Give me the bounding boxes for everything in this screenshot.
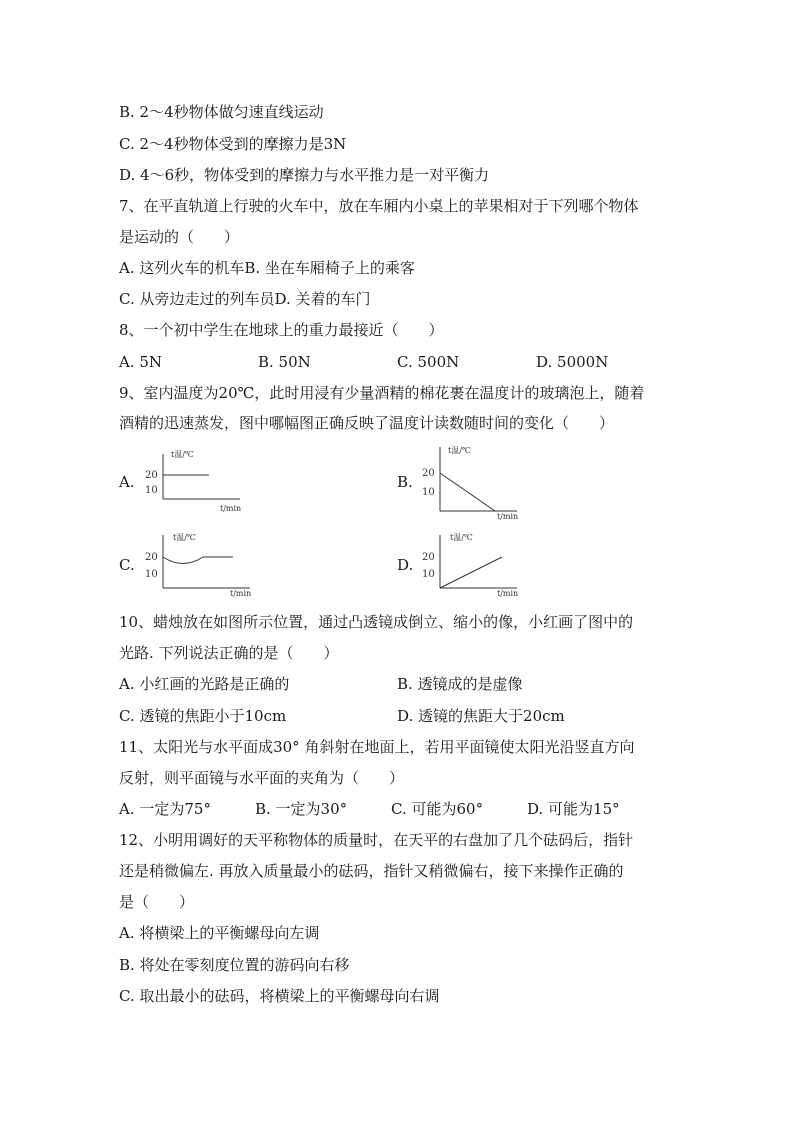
option-8d: D. 5000N	[536, 353, 609, 371]
graph-c-label: C.	[119, 556, 135, 574]
question-9-stem-line2: 酒精的迅速蒸发，图中哪幅图正确反映了温度计读数随时间的变化（ ）	[119, 414, 615, 432]
option-7ab: A. 这列火车的机车B. 坐在车厢椅子上的乘客	[119, 259, 415, 277]
option-11c: C. 可能为60°	[391, 800, 484, 818]
graph-b-curve	[440, 473, 495, 511]
question-12-stem-line1: 12、小明用调好的天平称物体的质量时，在天平的右盘加了几个砝码后，指针	[119, 831, 634, 849]
graph-b-label: B.	[397, 473, 413, 491]
graph-b-tick-10: 10	[422, 487, 435, 498]
graph-a-x-label: t/min	[220, 504, 242, 513]
option-6b: B. 2～4秒物体做匀速直线运动	[119, 103, 324, 121]
option-12c: C. 取出最小的砝码，将横梁上的平衡螺母向右调	[119, 987, 440, 1005]
graph-a-y-label: t温/℃	[171, 450, 194, 459]
option-10b: B. 透镜成的是虚像	[397, 675, 523, 693]
question-7-stem-line1: 7、在平直轨道上行驶的火车中，放在车厢内小桌上的苹果相对于下列哪个物体	[119, 197, 639, 215]
option-10d: D. 透镜的焦距大于20cm	[397, 707, 565, 725]
graph-c-tick-10: 10	[145, 569, 158, 580]
option-11a: A. 一定为75°	[119, 800, 211, 818]
graph-d-tick-20: 20	[422, 552, 435, 563]
graph-a-tick-20: 20	[145, 470, 158, 481]
graph-d-y-label: t温/℃	[450, 533, 473, 542]
option-12b: B. 将处在零刻度位置的游码向右移	[119, 956, 350, 974]
option-12a: A. 将横梁上的平衡螺母向左调	[119, 924, 320, 942]
question-7-stem-line2: 是运动的（ ）	[119, 228, 240, 246]
question-11-stem-line1: 11、太阳光与水平面成30° 角斜射在地面上，若用平面镜使太阳光沿竖直方向	[119, 738, 635, 756]
graph-d-curve	[440, 557, 502, 588]
question-11-stem-line2: 反射，则平面镜与水平面的夹角为（ ）	[119, 769, 405, 787]
graph-c-curve	[163, 557, 233, 564]
graph-d-x-label: t/min	[497, 589, 519, 598]
question-10-stem-line2: 光路. 下列说法正确的是（ ）	[119, 644, 339, 662]
option-6d: D. 4～6秒，物体受到的摩擦力与水平推力是一对平衡力	[119, 166, 490, 184]
option-11b: B. 一定为30°	[255, 800, 348, 818]
graph-b-tick-20: 20	[422, 468, 435, 479]
option-10a: A. 小红画的光路是正确的	[119, 675, 290, 693]
option-11d: D. 可能为15°	[527, 800, 620, 818]
question-12-stem-line2: 还是稍微偏左. 再放入质量最小的砝码，指针又稍微偏右，接下来操作正确的	[119, 862, 624, 880]
graph-c-tick-20: 20	[145, 552, 158, 563]
option-8b: B. 50N	[258, 353, 311, 371]
question-8-stem: 8、一个初中学生在地球上的重力最接近（ ）	[119, 321, 444, 339]
graph-d-label: D.	[397, 556, 414, 574]
option-10c: C. 透镜的焦距小于10cm	[119, 707, 287, 725]
graph-c-y-label: t温/℃	[173, 533, 196, 542]
option-6c: C. 2～4秒物体受到的摩擦力是3N	[119, 135, 347, 153]
option-8a: A. 5N	[119, 353, 163, 371]
graph-a-tick-10: 10	[145, 485, 158, 496]
graph-b-x-label: t/min	[497, 512, 519, 521]
option-7cd: C. 从旁边走过的列车员D. 关着的车门	[119, 290, 371, 308]
graph-a	[140, 449, 270, 519]
graph-c-x-label: t/min	[230, 589, 252, 598]
option-8c: C. 500N	[397, 353, 460, 371]
graph-d-tick-10: 10	[422, 569, 435, 580]
question-10-stem-line1: 10、蜡烛放在如图所示位置，通过凸透镜成倒立、缩小的像，小红画了图中的	[119, 613, 634, 631]
graph-d	[417, 530, 547, 605]
graph-c	[140, 530, 270, 605]
question-9-stem-line1: 9、室内温度为20℃，此时用浸有少量酒精的棉花裹在温度计的玻璃泡上，随着	[119, 384, 645, 402]
graph-a-label: A.	[119, 473, 135, 491]
question-12-stem-line3: 是（ ）	[119, 893, 195, 911]
graph-b-y-label: t温/℃	[448, 446, 471, 455]
graph-b	[417, 442, 547, 522]
